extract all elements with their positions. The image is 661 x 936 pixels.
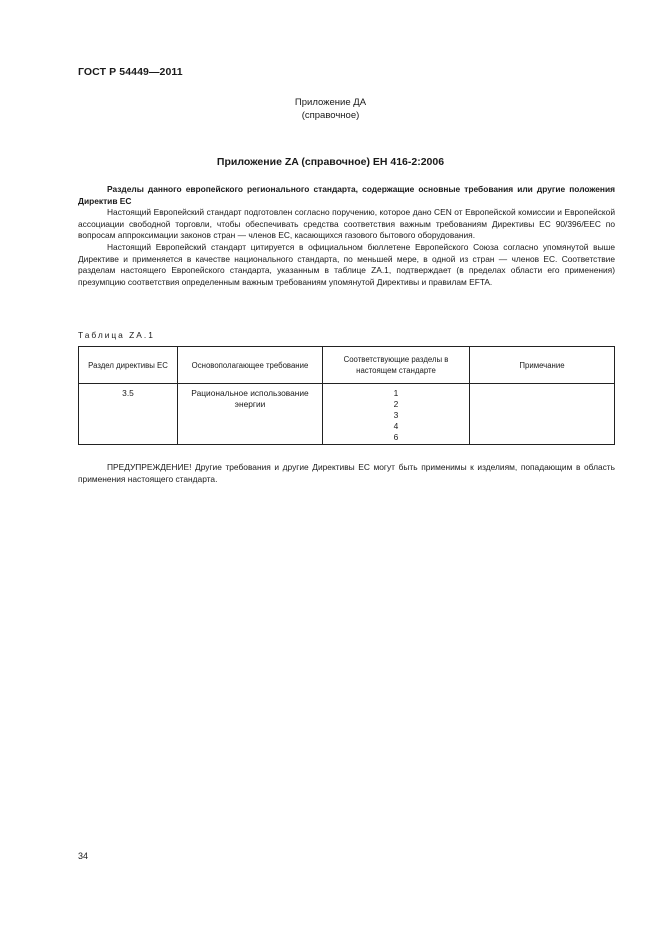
cell-section: 3.5 [79, 384, 178, 445]
annex-za-title: Приложение ZA (справочное) ЕН 416-2:2006 [216, 156, 445, 168]
ref-item: 3 [393, 410, 399, 420]
table-row [79, 384, 615, 445]
annex-heading [0, 96, 661, 122]
cell-note [470, 384, 615, 445]
header-sections: Соответствующие разделы в настоящем стандарте [323, 347, 470, 384]
annex-body [78, 184, 615, 288]
table-caption: Таблица ZA.1 [78, 330, 155, 340]
annex-label: Приложение ДА [294, 97, 367, 108]
ref-item: 1 [393, 388, 399, 398]
header-section: Раздел директивы ЕС [79, 347, 178, 384]
warning-block [78, 462, 615, 485]
cell-refs [323, 384, 470, 445]
ref-item: 2 [393, 399, 399, 409]
cell-requirement: Рациональное использование энергии [178, 384, 323, 445]
ref-item: 6 [393, 432, 399, 442]
paragraph-intro: Разделы данного европейского регионального стандарта, содержащие основные требования или другие положения Директив ЕС [78, 184, 615, 206]
warning-text: ПРЕДУПРЕЖДЕНИЕ! Другие требования и другие Директивы ЕС могут быть применимы к изделиям, попадающим в область применения настоящего стандарта. [78, 462, 615, 484]
header-note: Примечание [470, 347, 615, 384]
annex-type: (справочное) [301, 110, 360, 121]
ref-item: 4 [393, 421, 399, 431]
table-za1 [78, 346, 615, 445]
header-requirement: Основополагающее требование [178, 347, 323, 384]
paragraph-mandate: Настоящий Европейский стандарт подготовлен согласно поручению, которое дано CEN от Европейской комиссии и Европейской ассоциации свободной торговли, чтобы обеспечивать средства соответствия важным требованиям Директивы ЕС 90/396/EEC по вопросам аппроксимации законов стран — членов ЕС, касающихся газового бытового оборудования. [78, 207, 615, 241]
page-number: 34 [78, 851, 89, 861]
document-code: ГОСТ Р 54449—2011 [78, 66, 183, 78]
table-header-row [79, 347, 615, 384]
paragraph-citation: Настоящий Европейский стандарт цитируется в официальном бюллетене Европейского Союза согласно упомянутой выше Директиве и применяется в качестве национального стандарта, по меньшей мере, в одной из стран — членов ЕС. Соответствие разделам настоящего Европейского стандарта, указанным в таблице ZA.1, подтверждает (в пределах области его применения) презумпцию соответствия определенным важным требованиям упомянутой Директивы и правилам EFTA. [78, 241, 615, 287]
